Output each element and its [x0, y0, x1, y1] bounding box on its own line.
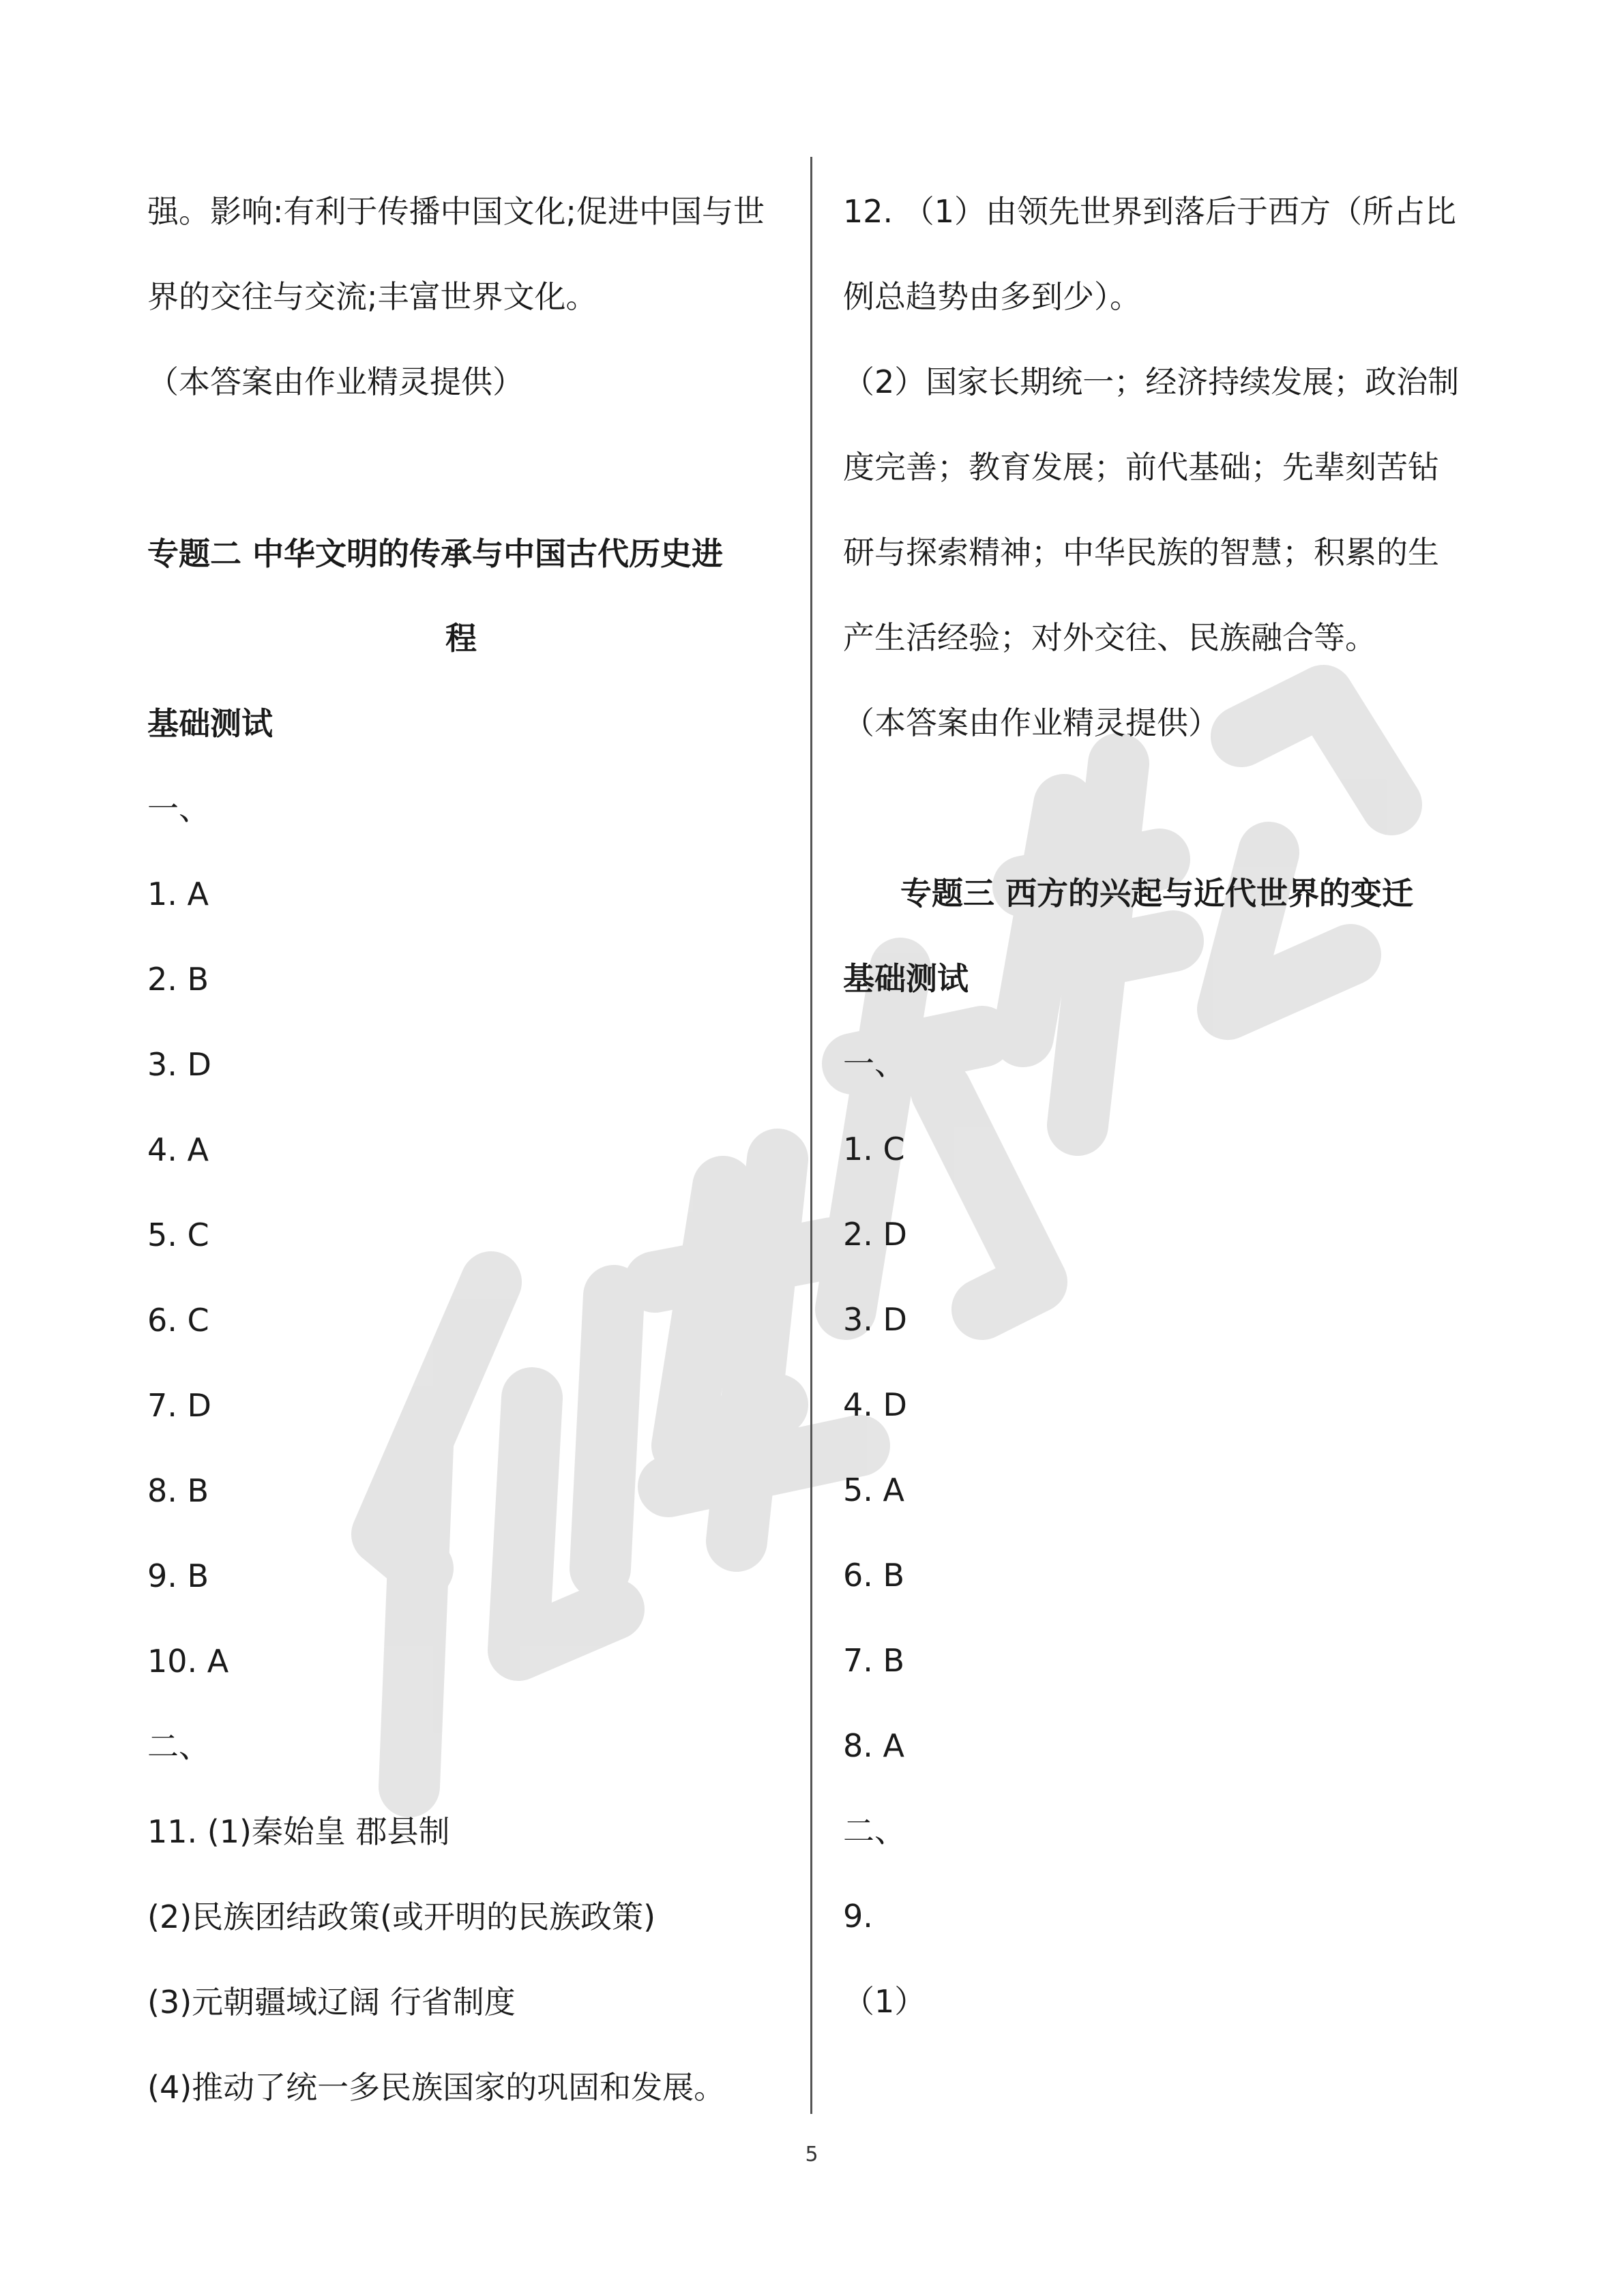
answer-item: (4)推动了统一多民族国家的巩固和发展。 [147, 2069, 726, 2106]
source-note: （本答案由作业精灵提供） [843, 704, 1220, 741]
answer-item: 2. B [147, 961, 209, 998]
answer-item: 1. A [147, 876, 209, 912]
section-heading-3: 专题三 西方的兴起与近代世界的变迁 [900, 875, 1413, 912]
part-label: 二、 [147, 1728, 210, 1765]
answer-item: 5. A [843, 1472, 904, 1508]
answer-text-line: 度完善；教育发展；前代基础；先辈刻苦钻 [843, 449, 1439, 486]
answer-item: 3. D [147, 1046, 211, 1083]
answer-text-line: 12. （1）由领先世界到落后于西方（所占比 [843, 193, 1457, 230]
answer-text-line: 产生活经验；对外交往、民族融合等。 [843, 619, 1376, 656]
answer-item: 9. [843, 1898, 873, 1935]
answer-item: 8. B [147, 1472, 209, 1509]
answer-item: 6. C [147, 1302, 209, 1339]
answer-item: 8. A [843, 1727, 904, 1764]
answer-text-line: 强。影响:有利于传播中国文化;促进中国与世 [147, 193, 765, 230]
answer-item: 2. D [843, 1216, 907, 1253]
answer-item: (2)民族团结政策(或开明的民族政策) [147, 1898, 656, 1935]
answer-text-line: （2）国家长期统一；经济持续发展；政治制 [843, 363, 1460, 400]
subsection-heading: 基础测试 [147, 705, 273, 742]
column-divider [810, 157, 812, 2114]
answer-item: 7. B [843, 1642, 905, 1679]
answer-item: 4. A [147, 1131, 209, 1168]
part-label: 一、 [147, 790, 210, 827]
answer-item: 1. C [843, 1131, 905, 1167]
answer-item: 4. D [843, 1386, 907, 1423]
section-heading-2: 专题二 中华文明的传承与中国古代历史进 [147, 535, 724, 572]
answer-item: 9. B [147, 1557, 209, 1594]
part-label: 二、 [843, 1813, 906, 1849]
section-heading-2-continued: 程 [445, 620, 477, 657]
answer-item: （1） [843, 1983, 926, 2020]
answer-item: 11. (1)秦始皇 郡县制 [147, 1813, 450, 1850]
answer-item: 7. D [147, 1387, 211, 1424]
answer-item: 5. C [147, 1217, 209, 1253]
answer-item: 10. A [147, 1643, 229, 1680]
part-label: 一、 [843, 1045, 906, 1082]
answer-item: (3)元朝疆域辽阔 行省制度 [147, 1984, 516, 2021]
page-number: 5 [805, 2143, 818, 2166]
subsection-heading: 基础测试 [843, 960, 969, 997]
answer-text-line: 界的交往与交流;丰富世界文化。 [147, 278, 597, 315]
answer-text-line: 研与探索精神；中华民族的智慧；积累的生 [843, 534, 1439, 571]
answer-text-line: 例总趋势由多到少）。 [843, 278, 1141, 315]
answer-item: 6. B [843, 1557, 905, 1594]
source-note: （本答案由作业精灵提供） [147, 363, 524, 400]
answer-item: 3. D [843, 1301, 907, 1338]
